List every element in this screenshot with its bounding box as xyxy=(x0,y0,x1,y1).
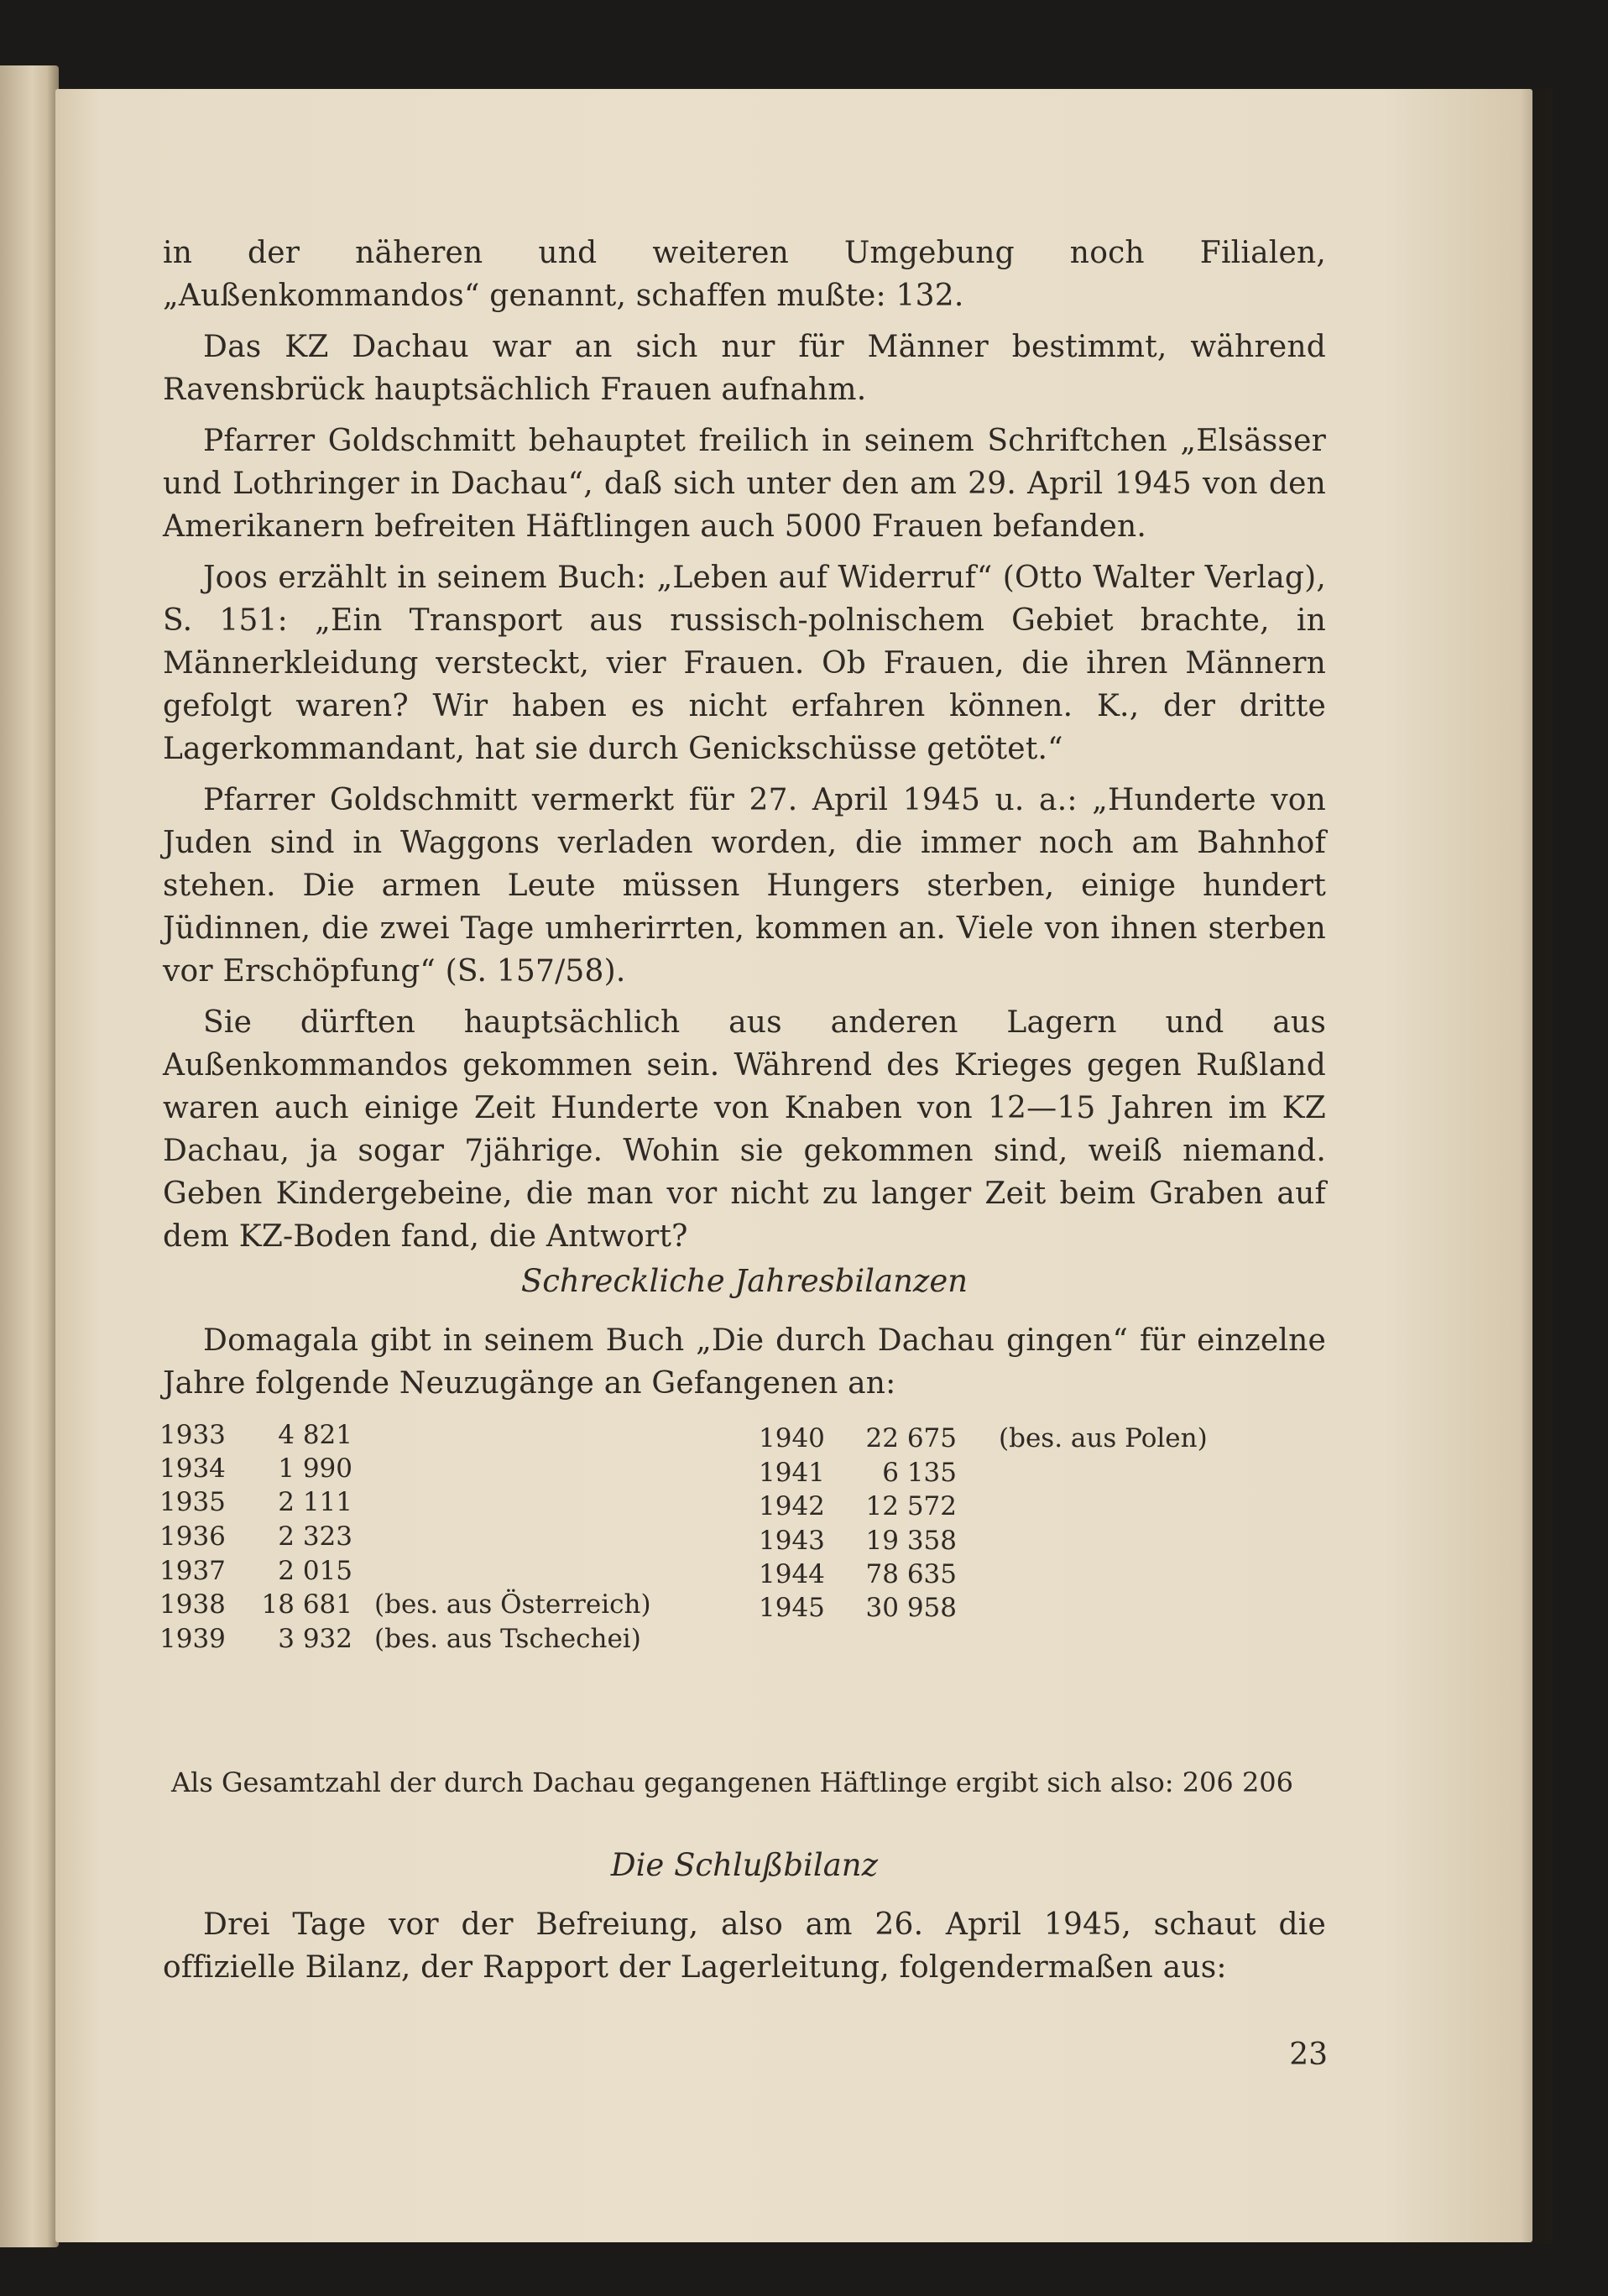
table-count: 30 958 xyxy=(865,1593,957,1623)
book-page xyxy=(55,89,1532,2242)
paragraph: Pfarrer Goldschmitt vermerkt für 27. April 1945 u. a.: „Hunderte von Juden sind in Waggons verladen worden, die immer noch am Bahnhof stehen. Die armen Leute müssen Hungers sterben, einige hundert Jüdinnen, die zwei Tage umherirrten, kommen an. Viele von ihnen sterben vor Erschöpfung“ (S. 157/58). xyxy=(163,783,1326,989)
table-note: (bes. aus Österreich) xyxy=(374,1589,651,1620)
table-count: 19 358 xyxy=(865,1526,957,1556)
paragraph: Sie dürften hauptsächlich aus anderen Lagern und aus Außenkommandos gekommen sein. Während des Krieges gegen Rußland waren auch einige Zeit Hunderte von Knaben von 12—15 Jahren im KZ Dachau, ja sogar 7jährige. Wohin sie gekommen sind, weiß niemand. Geben Kindergebeine, die man vor nicht zu langer Zeit beim Graben auf dem KZ-Boden fand, die Antwort? xyxy=(163,1005,1326,1254)
section-heading-schlussbilanz: Die Schlußbilanz xyxy=(610,1847,879,1883)
paragraph: in der näheren und weiteren Umgebung noch Filialen, „Außenkommandos“ genannt, schaffen mußte: 132. xyxy=(163,236,1326,313)
table-year: 1945 xyxy=(759,1593,825,1623)
section-heading-jahresbilanzen: Schreckliche Jahresbilanzen xyxy=(520,1263,968,1299)
table-year: 1944 xyxy=(759,1559,825,1589)
paragraph: Drei Tage vor der Befreiung, also am 26. April 1945, schaut die offizielle Bilanz, der Rapport der Lagerleitung, folgendermaßen aus: xyxy=(163,1907,1326,1985)
intro-paragraph-2 xyxy=(163,1903,1326,1997)
table-count: 1 990 xyxy=(278,1453,352,1484)
table-count: 22 675 xyxy=(865,1423,957,1453)
table-year: 1941 xyxy=(759,1458,825,1488)
table-count: 18 681 xyxy=(261,1589,352,1620)
paragraph: Joos erzählt in seinem Buch: „Leben auf Widerruf“ (Otto Walter Verlag), S. 151: „Ein Transport aus russisch-polnischem Gebiet brachte, in Männerkleidung versteckt, vier Frauen. Ob Frauen, die ihren Männern gefolgt waren? Wir haben es nicht erfahren können. K., der dritte Lagerkommandant, hat sie durch Genickschüsse getötet.“ xyxy=(163,561,1326,766)
left-page-edge xyxy=(0,65,59,2247)
table-year: 1936 xyxy=(159,1521,226,1552)
page-number: 23 xyxy=(1289,2038,1328,2072)
table-year: 1934 xyxy=(159,1453,226,1484)
paragraph: Domagala gibt in seinem Buch „Die durch Dachau gingen“ für einzelne Jahre folgende Neuzugänge an Gefangenen an: xyxy=(163,1323,1326,1401)
table-count: 6 135 xyxy=(882,1458,957,1488)
page-edge-shadow xyxy=(1521,87,1553,2244)
table-year: 1942 xyxy=(759,1491,825,1521)
table-count: 3 932 xyxy=(278,1624,352,1654)
table-note: (bes. aus Polen) xyxy=(999,1423,1208,1453)
table-note: (bes. aus Tschechei) xyxy=(374,1624,641,1654)
table-year: 1937 xyxy=(159,1556,226,1586)
table-count: 12 572 xyxy=(865,1491,957,1521)
table-count: 2 111 xyxy=(278,1487,352,1517)
body-text-top xyxy=(163,232,1326,1266)
table-year: 1933 xyxy=(159,1420,226,1450)
total-summary-line: Als Gesamtzahl der durch Dachau gegangenen Häftlinge ergibt sich also: 206 206 xyxy=(171,1766,1294,1798)
table-year: 1943 xyxy=(759,1526,825,1556)
table-count: 4 821 xyxy=(278,1420,352,1450)
table-year: 1938 xyxy=(159,1589,226,1620)
table-count: 78 635 xyxy=(865,1559,957,1589)
table-count: 2 323 xyxy=(278,1521,352,1552)
intro-paragraph-1 xyxy=(163,1319,1326,1413)
paragraph: Pfarrer Goldschmitt behauptet freilich in seinem Schriftchen „Elsässer und Lothringer in Dachau“, daß sich unter den am 29. April 1945 von den Amerikanern befreiten Häftlingen auch 5000 Frauen befanden. xyxy=(163,424,1326,544)
table-year: 1935 xyxy=(159,1487,226,1517)
paragraph: Das KZ Dachau war an sich nur für Männer bestimmt, während Ravensbrück hauptsächlich Frauen aufnahm. xyxy=(163,330,1326,407)
table-year: 1939 xyxy=(159,1624,226,1654)
table-count: 2 015 xyxy=(278,1556,352,1586)
table-year: 1940 xyxy=(759,1423,825,1453)
